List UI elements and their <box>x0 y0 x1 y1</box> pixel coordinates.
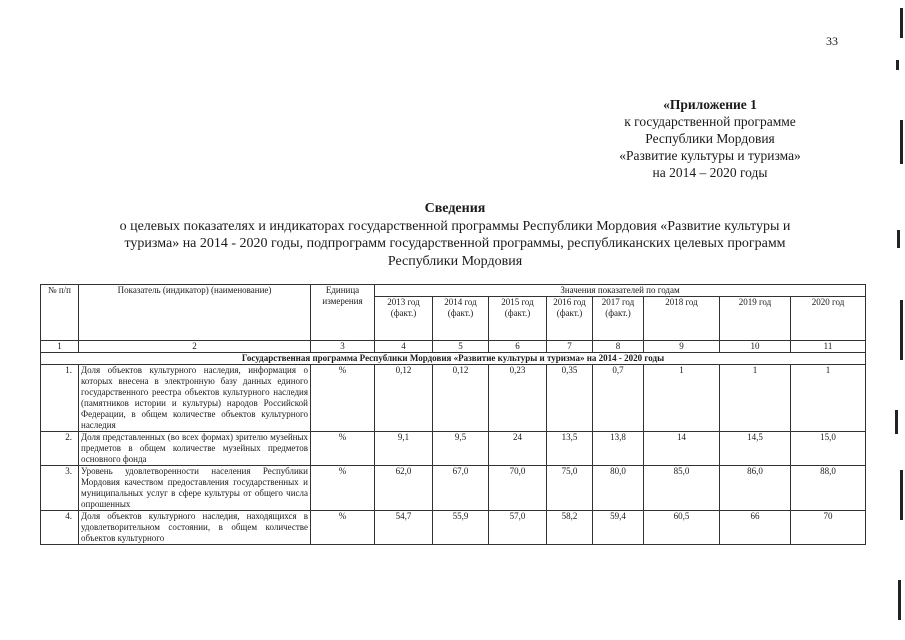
column-number: 8 <box>593 341 644 353</box>
row-number: 2. <box>41 432 79 466</box>
row-unit: % <box>311 511 375 545</box>
indicators-table <box>40 284 866 545</box>
column-number: 6 <box>489 341 547 353</box>
table-row <box>41 466 866 511</box>
row-value: 75,0 <box>547 466 593 511</box>
row-value: 0,35 <box>547 365 593 432</box>
heading-subtitle-line: о целевых показателях и индикаторах государственной программы Республики Мордовия «Развитие культуры и <box>119 218 791 234</box>
header-unit: Единица измерения <box>311 285 375 341</box>
header-year: 2014 год (факт.) <box>433 297 489 341</box>
header-values-group: Значения показателей по годам <box>375 285 866 297</box>
row-number: 1. <box>41 365 79 432</box>
appendix-line: Республики Мордовия <box>645 131 775 146</box>
row-value: 70,0 <box>489 466 547 511</box>
row-value: 67,0 <box>433 466 489 511</box>
row-value: 0,23 <box>489 365 547 432</box>
header-indicator: Показатель (индикатор) (наименование) <box>79 285 311 341</box>
row-value: 13,8 <box>593 432 644 466</box>
row-value: 0,12 <box>433 365 489 432</box>
appendix-title: «Приложение 1 <box>663 97 757 112</box>
document-heading <box>60 200 850 270</box>
table-row <box>41 365 866 432</box>
appendix-line: «Развитие культуры и туризма» <box>619 148 801 163</box>
row-number: 4. <box>41 511 79 545</box>
header-year: 2019 год <box>720 297 791 341</box>
scan-edge-noise <box>889 0 905 640</box>
appendix-block <box>580 96 840 181</box>
column-number: 7 <box>547 341 593 353</box>
row-value: 80,0 <box>593 466 644 511</box>
row-value: 88,0 <box>791 466 866 511</box>
row-unit: % <box>311 365 375 432</box>
row-value: 14 <box>644 432 720 466</box>
header-year: 2013 год (факт.) <box>375 297 433 341</box>
column-number: 1 <box>41 341 79 353</box>
row-value: 0,7 <box>593 365 644 432</box>
row-value: 9,1 <box>375 432 433 466</box>
column-number: 2 <box>79 341 311 353</box>
row-value: 1 <box>720 365 791 432</box>
header-year: 2020 год <box>791 297 866 341</box>
row-value: 55,9 <box>433 511 489 545</box>
row-value: 15,0 <box>791 432 866 466</box>
row-value: 24 <box>489 432 547 466</box>
row-indicator: Доля объектов культурного наследия, информация о которых внесена в электронную базу данных единого государственного реестра объектов культурного наследия (памятников истории и культуры) народов Российской Федерации, в общем количестве объектов культурного наследия <box>79 365 311 432</box>
heading-title: Сведения <box>424 201 486 216</box>
row-indicator: Уровень удовлетворенности населения Республики Мордовия качеством предоставления государственных и муниципальных услуг в сфере культуры от общего числа опрошенных <box>79 466 311 511</box>
row-value: 14,5 <box>720 432 791 466</box>
header-row <box>41 285 866 297</box>
table-row <box>41 511 866 545</box>
row-value: 86,0 <box>720 466 791 511</box>
row-indicator: Доля объектов культурного наследия, находящихся в удовлетворительном состоянии, в общем количестве объектов культурного <box>79 511 311 545</box>
appendix-line: на 2014 – 2020 годы <box>652 165 768 180</box>
column-number: 11 <box>791 341 866 353</box>
row-value: 58,2 <box>547 511 593 545</box>
header-year: 2015 год (факт.) <box>489 297 547 341</box>
header-year: 2016 год (факт.) <box>547 297 593 341</box>
row-value: 85,0 <box>644 466 720 511</box>
row-unit: % <box>311 432 375 466</box>
row-value: 60,5 <box>644 511 720 545</box>
header-num: № п/п <box>41 285 79 341</box>
column-number: 4 <box>375 341 433 353</box>
page-number: 33 <box>826 34 838 48</box>
row-value: 9,5 <box>433 432 489 466</box>
row-value: 54,7 <box>375 511 433 545</box>
appendix-line: к государственной программе <box>624 114 796 129</box>
column-numbers-row <box>41 341 866 353</box>
column-number: 9 <box>644 341 720 353</box>
column-number: 3 <box>311 341 375 353</box>
column-number: 5 <box>433 341 489 353</box>
row-value: 1 <box>791 365 866 432</box>
section-title: Государственная программа Республики Мордовия «Развитие культуры и туризма» на 2014 - 2020 годы <box>41 353 866 365</box>
header-year: 2017 год (факт.) <box>593 297 644 341</box>
row-value: 57,0 <box>489 511 547 545</box>
row-value: 70 <box>791 511 866 545</box>
section-row <box>41 353 866 365</box>
heading-subtitle-line: туризма» на 2014 - 2020 годы, подпрограмм государственной программы, республиканских целевых программ <box>124 236 786 251</box>
row-value: 59,4 <box>593 511 644 545</box>
row-number: 3. <box>41 466 79 511</box>
row-value: 13,5 <box>547 432 593 466</box>
row-value: 66 <box>720 511 791 545</box>
table-row <box>41 432 866 466</box>
row-indicator: Доля представленных (во всех формах) зрителю музейных предметов в общем количестве музейных предметов основного фонда <box>79 432 311 466</box>
column-number: 10 <box>720 341 791 353</box>
row-unit: % <box>311 466 375 511</box>
row-value: 1 <box>644 365 720 432</box>
row-value: 62,0 <box>375 466 433 511</box>
row-value: 0,12 <box>375 365 433 432</box>
heading-subtitle-line: Республики Мордовия <box>387 253 523 269</box>
header-year: 2018 год <box>644 297 720 341</box>
